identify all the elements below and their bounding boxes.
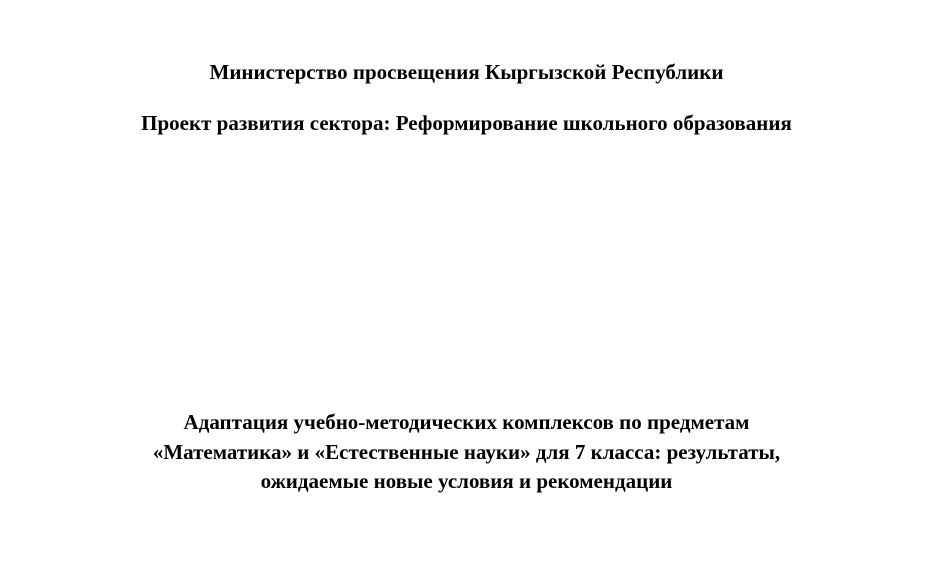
document-title bbox=[0, 408, 933, 497]
document-title-line: Адаптация учебно-методических комплексов по предметам bbox=[183, 410, 750, 434]
document-title-line: ожидаемые новые условия и рекомендации bbox=[260, 469, 673, 493]
project-heading: Проект развития сектора: Реформирование школьного образования bbox=[141, 111, 792, 135]
document-title-line: «Математика» и «Естественные науки» для 7 класса: результаты, bbox=[152, 439, 781, 464]
ministry-heading: Министерство просвещения Кыргызской Республики bbox=[209, 60, 724, 84]
